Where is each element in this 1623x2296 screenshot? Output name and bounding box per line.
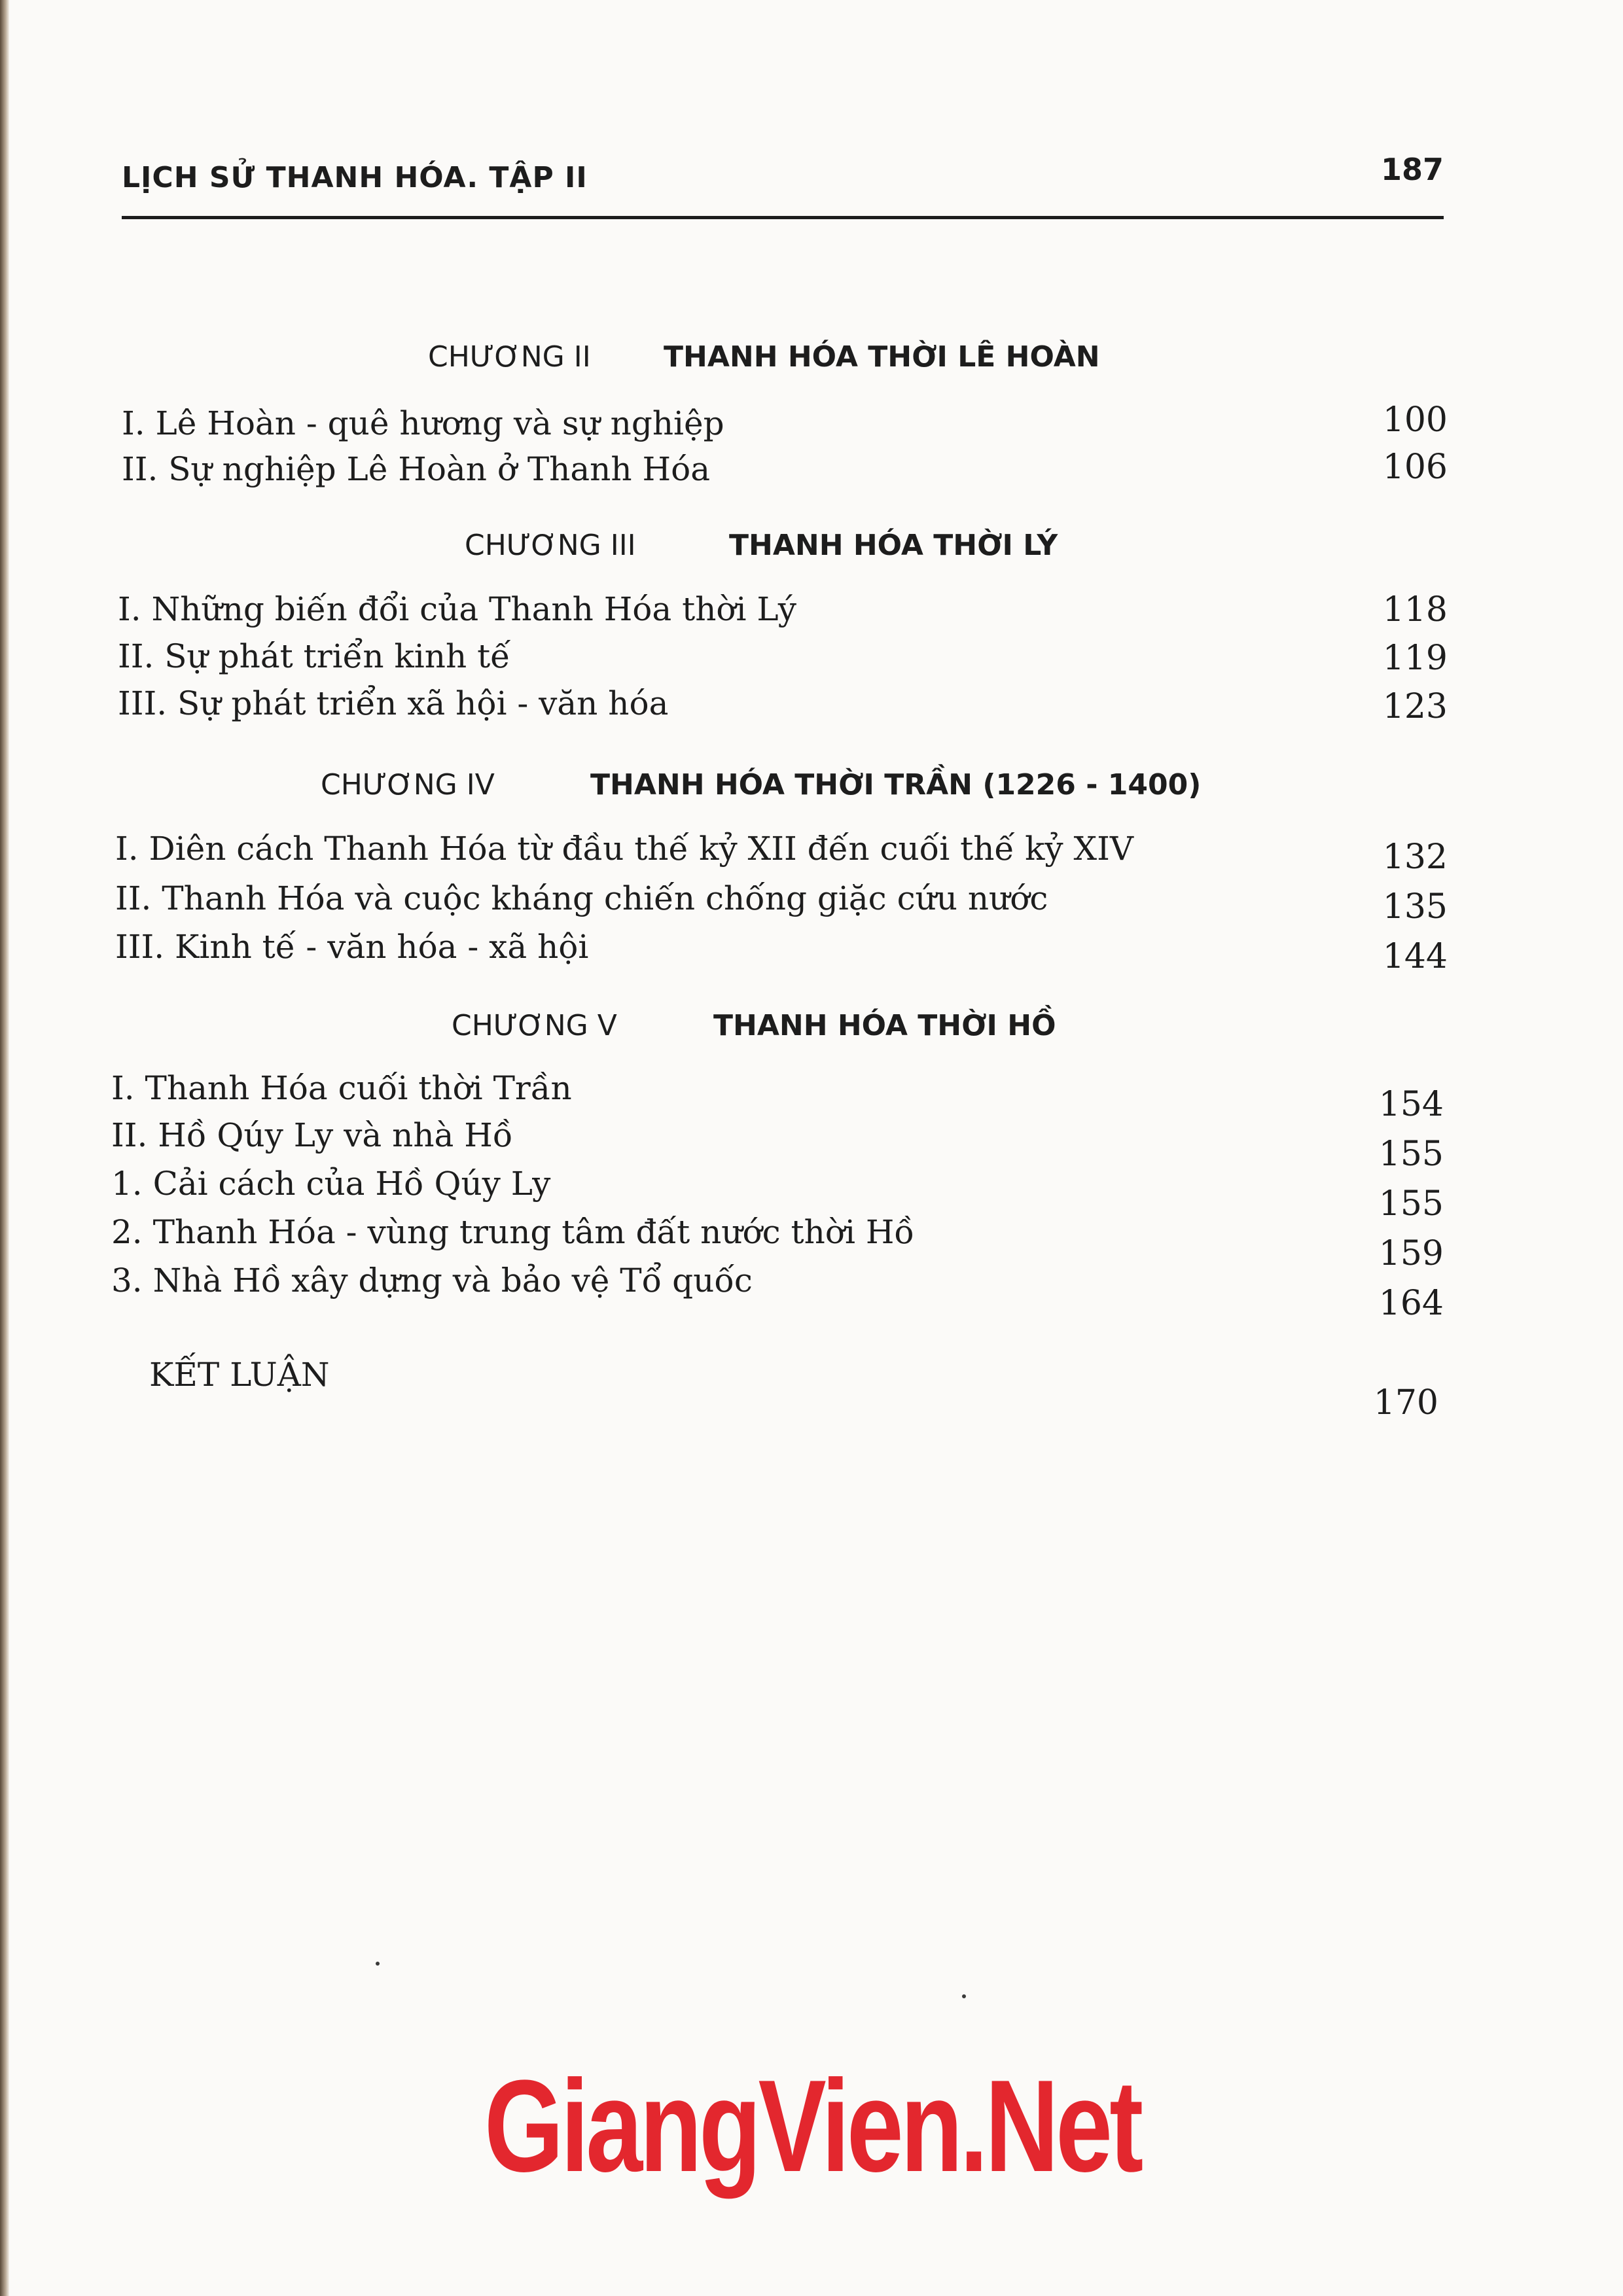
- chapter-heading: [452, 1009, 1171, 1048]
- book-title: LỊCH SỬ THANH HÓA. TẬP II: [122, 161, 588, 194]
- toc-entry: III. Sự phát triển xã hội - văn hóa: [118, 684, 669, 722]
- conclusion-page: 170: [1373, 1383, 1438, 1422]
- scan-speck: [962, 1994, 966, 1998]
- toc-page: 159: [1378, 1234, 1444, 1273]
- chapter-title: THANH HÓA THỜI TRẦN (1226 - 1400): [590, 768, 1202, 802]
- toc-page: 144: [1382, 937, 1448, 976]
- toc-entry: 2. Thanh Hóa - vùng trung tâm đất nước thời Hồ: [111, 1213, 915, 1251]
- running-header: [122, 149, 1444, 221]
- toc-entry: II. Hồ Qúy Ly và nhà Hồ: [111, 1116, 513, 1154]
- page-number: 187: [1380, 152, 1444, 187]
- toc-entry: 3. Nhà Hồ xây dựng và bảo vệ Tổ quốc: [111, 1262, 753, 1299]
- toc-page: 155: [1378, 1135, 1444, 1174]
- chapter-title: THANH HÓA THỜI HỒ: [713, 1009, 1056, 1042]
- chapter-number: CHƯƠNG III: [465, 529, 636, 562]
- chapter-number: CHƯƠNG II: [428, 340, 591, 374]
- page-binding-edge: [0, 0, 9, 2296]
- toc-page: 155: [1378, 1184, 1444, 1224]
- toc-entry: I. Diên cách Thanh Hóa từ đầu thế kỷ XII đến cuối thế kỷ XIV: [115, 830, 1133, 868]
- toc-page: 123: [1382, 687, 1448, 726]
- toc-entry: II. Sự phát triển kinh tế: [118, 637, 510, 675]
- toc-entry: I. Những biến đổi của Thanh Hóa thời Lý: [118, 590, 796, 628]
- scan-speck: [376, 1962, 380, 1966]
- toc-entry: III. Kinh tế - văn hóa - xã hội: [115, 928, 589, 966]
- toc-page: 135: [1382, 887, 1448, 927]
- toc-entry: II. Sự nghiệp Lê Hoàn ở Thanh Hóa: [122, 450, 710, 488]
- chapter-heading: [465, 529, 1119, 568]
- toc-page: 119: [1382, 639, 1448, 678]
- chapter-heading: [321, 768, 1302, 807]
- chapter-title: THANH HÓA THỜI LÊ HOÀN: [664, 340, 1100, 374]
- toc-entry: II. Thanh Hóa và cuộc kháng chiến chống giặc cứu nước: [115, 879, 1048, 917]
- toc-page: 132: [1382, 838, 1448, 877]
- toc-entry: I. Lê Hoàn - quê hương và sự nghiệp: [122, 404, 724, 442]
- chapter-heading: [428, 340, 1148, 380]
- toc-page: 106: [1382, 448, 1448, 487]
- toc-page: 100: [1382, 400, 1448, 440]
- chapter-title: THANH HÓA THỜI LÝ: [729, 529, 1058, 562]
- toc-entry: I. Thanh Hóa cuối thời Trần: [111, 1069, 572, 1107]
- toc-entry: 1. Cải cách của Hồ Qúy Ly: [111, 1165, 551, 1203]
- header-rule: [122, 216, 1444, 219]
- conclusion-label: KẾT LUẬN: [149, 1356, 330, 1394]
- watermark-logo: GiangVien.Net: [484, 2053, 1141, 2199]
- chapter-number: CHƯƠNG V: [452, 1009, 617, 1042]
- toc-page: 154: [1378, 1085, 1444, 1124]
- toc-page: 118: [1382, 590, 1448, 629]
- chapter-number: CHƯƠNG IV: [321, 768, 495, 802]
- toc-page: 164: [1378, 1284, 1444, 1323]
